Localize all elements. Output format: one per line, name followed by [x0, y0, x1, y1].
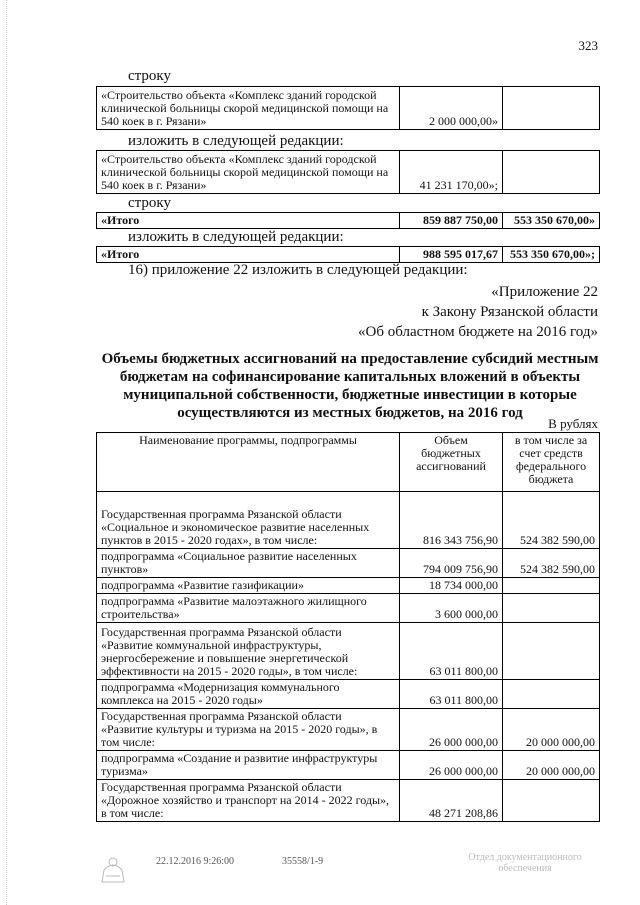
row-name-cell: подпрограмма «Развитие газификации» [97, 578, 400, 594]
header-federal: в том числе за счет средств федерального бюджета [503, 433, 600, 492]
amend-value2-cell: 553 350 670,00» [503, 213, 600, 229]
table-row [97, 549, 600, 578]
row-name-cell: Государственная программа Рязанской области «Развитие коммунальной инфраструктуры, энергосбережение и повышение энергетической эффективности на 2015 - 2020 годы», в том числе: [97, 623, 400, 680]
row-volume-cell: 18 734 000,00 [400, 578, 503, 594]
footer-doc-id: 35558/1-9 [282, 856, 324, 867]
row-volume-cell: 794 009 756,90 [400, 549, 503, 578]
row-federal-cell: 20 000 000,00 [503, 709, 600, 751]
page-number: 323 [578, 38, 598, 53]
amend-value-cell: 2 000 000,00» [400, 87, 503, 130]
row-name-cell: Государственная программа Рязанской области «Социальное и экономическое развитие населенных пунктов в 2015 - 2020 годах», в том числе: [97, 492, 400, 549]
budget-table [96, 432, 600, 822]
footer-datetime: 22.12.2016 9:26:00 [156, 856, 235, 867]
table-row [97, 578, 600, 594]
row-name-cell: подпрограмма «Модернизация коммунального комплекса на 2015 - 2020 годы» [97, 680, 400, 709]
document-title: Объемы бюджетных ассигнований на предоставление субсидий местным бюджетам на софинансирование капитальных вложений в объекты муниципальной собственности, бюджетные инвестиции в которые осуществляются из местных бюджетов, на 2016 год [101, 351, 599, 421]
appendix-line-2: к Закону Рязанской области [421, 304, 598, 320]
amend-table-3 [96, 212, 600, 229]
row-name-cell: подпрограмма «Создание и развитие инфраструктуры туризма» [97, 751, 400, 780]
row-volume-cell: 48 271 208,86 [400, 780, 503, 822]
amend-value2-cell [503, 87, 600, 130]
table-row [97, 594, 600, 623]
row-name-cell: подпрограмма «Развитие малоэтажного жилищного строительства» [97, 594, 400, 623]
amend-value2-cell [503, 151, 600, 194]
label-line-1: строку [128, 68, 171, 84]
row-volume-cell: 26 000 000,00 [400, 751, 503, 780]
row-federal-cell: 524 382 590,00 [503, 549, 600, 578]
appendix-line-1: «Приложение 22 [491, 284, 598, 300]
appendix-line-3: «Об областном бюджете на 2016 год» [358, 324, 598, 340]
amend-value-cell: 41 231 170,00»; [400, 151, 503, 194]
table-row [97, 151, 600, 194]
item-16-text: 16) приложение 22 изложить в следующей редакции: [128, 262, 468, 278]
row-volume-cell: 26 000 000,00 [400, 709, 503, 751]
appendix-header [358, 282, 598, 342]
table-row [97, 709, 600, 751]
table-row [97, 680, 600, 709]
row-federal-cell [503, 680, 600, 709]
scan-edge [0, 0, 7, 905]
row-volume-cell: 816 343 756,90 [400, 492, 503, 549]
header-volume: Объем бюджетных ассигнований [400, 433, 503, 492]
row-federal-cell: 20 000 000,00 [503, 751, 600, 780]
label-line-4: изложить в следующей редакции: [128, 229, 344, 245]
row-volume-cell: 63 011 800,00 [400, 623, 503, 680]
row-name-cell: подпрограмма «Социальное развитие населенных пунктов» [97, 549, 400, 578]
table-row [97, 87, 600, 130]
amend-name-cell: «Строительство объекта «Комплекс зданий городской клинической больницы скорой медицинской помощи на 540 коек в г. Рязани» [97, 151, 400, 194]
label-line-3: строку [128, 195, 171, 211]
row-volume-cell: 3 600 000,00 [400, 594, 503, 623]
header-program: Наименование программы, подпрограммы [97, 433, 400, 492]
amend-value-cell: 859 887 750,00 [400, 213, 503, 229]
seal-icon [96, 852, 130, 886]
amend-table-1 [96, 86, 600, 130]
units-label: В рублях [548, 416, 598, 431]
row-federal-cell: 524 382 590,00 [503, 492, 600, 549]
amend-name-cell: «Итого [97, 247, 400, 263]
amend-value-cell: 988 595 017,67 [400, 247, 503, 263]
amend-table-2 [96, 150, 600, 194]
amend-name-cell: «Строительство объекта «Комплекс зданий городской клинической больницы скорой медицинской помощи на 540 коек в г. Рязани» [97, 87, 400, 130]
table-row [97, 213, 600, 229]
label-line-2: изложить в следующей редакции: [128, 133, 344, 149]
table-row [97, 780, 600, 822]
table-row [97, 247, 600, 263]
row-federal-cell [503, 578, 600, 594]
row-federal-cell [503, 594, 600, 623]
row-name-cell: Государственная программа Рязанской области «Дорожное хозяйство и транспорт на 2014 - 2022 годы», в том числе: [97, 780, 400, 822]
amend-value2-cell: 553 350 670,00»; [503, 247, 600, 263]
amend-name-cell: «Итого [97, 213, 400, 229]
row-federal-cell [503, 623, 600, 680]
table-header-row [97, 433, 600, 492]
table-row [97, 751, 600, 780]
stamp-text: Отдел документационного обеспечения [468, 852, 582, 874]
table-row [97, 492, 600, 549]
amend-table-4 [96, 246, 600, 263]
row-name-cell: Государственная программа Рязанской области «Развитие культуры и туризма на 2015 - 2020 годы», в том числе: [97, 709, 400, 751]
row-federal-cell [503, 780, 600, 822]
table-row [97, 623, 600, 680]
row-volume-cell: 63 011 800,00 [400, 680, 503, 709]
